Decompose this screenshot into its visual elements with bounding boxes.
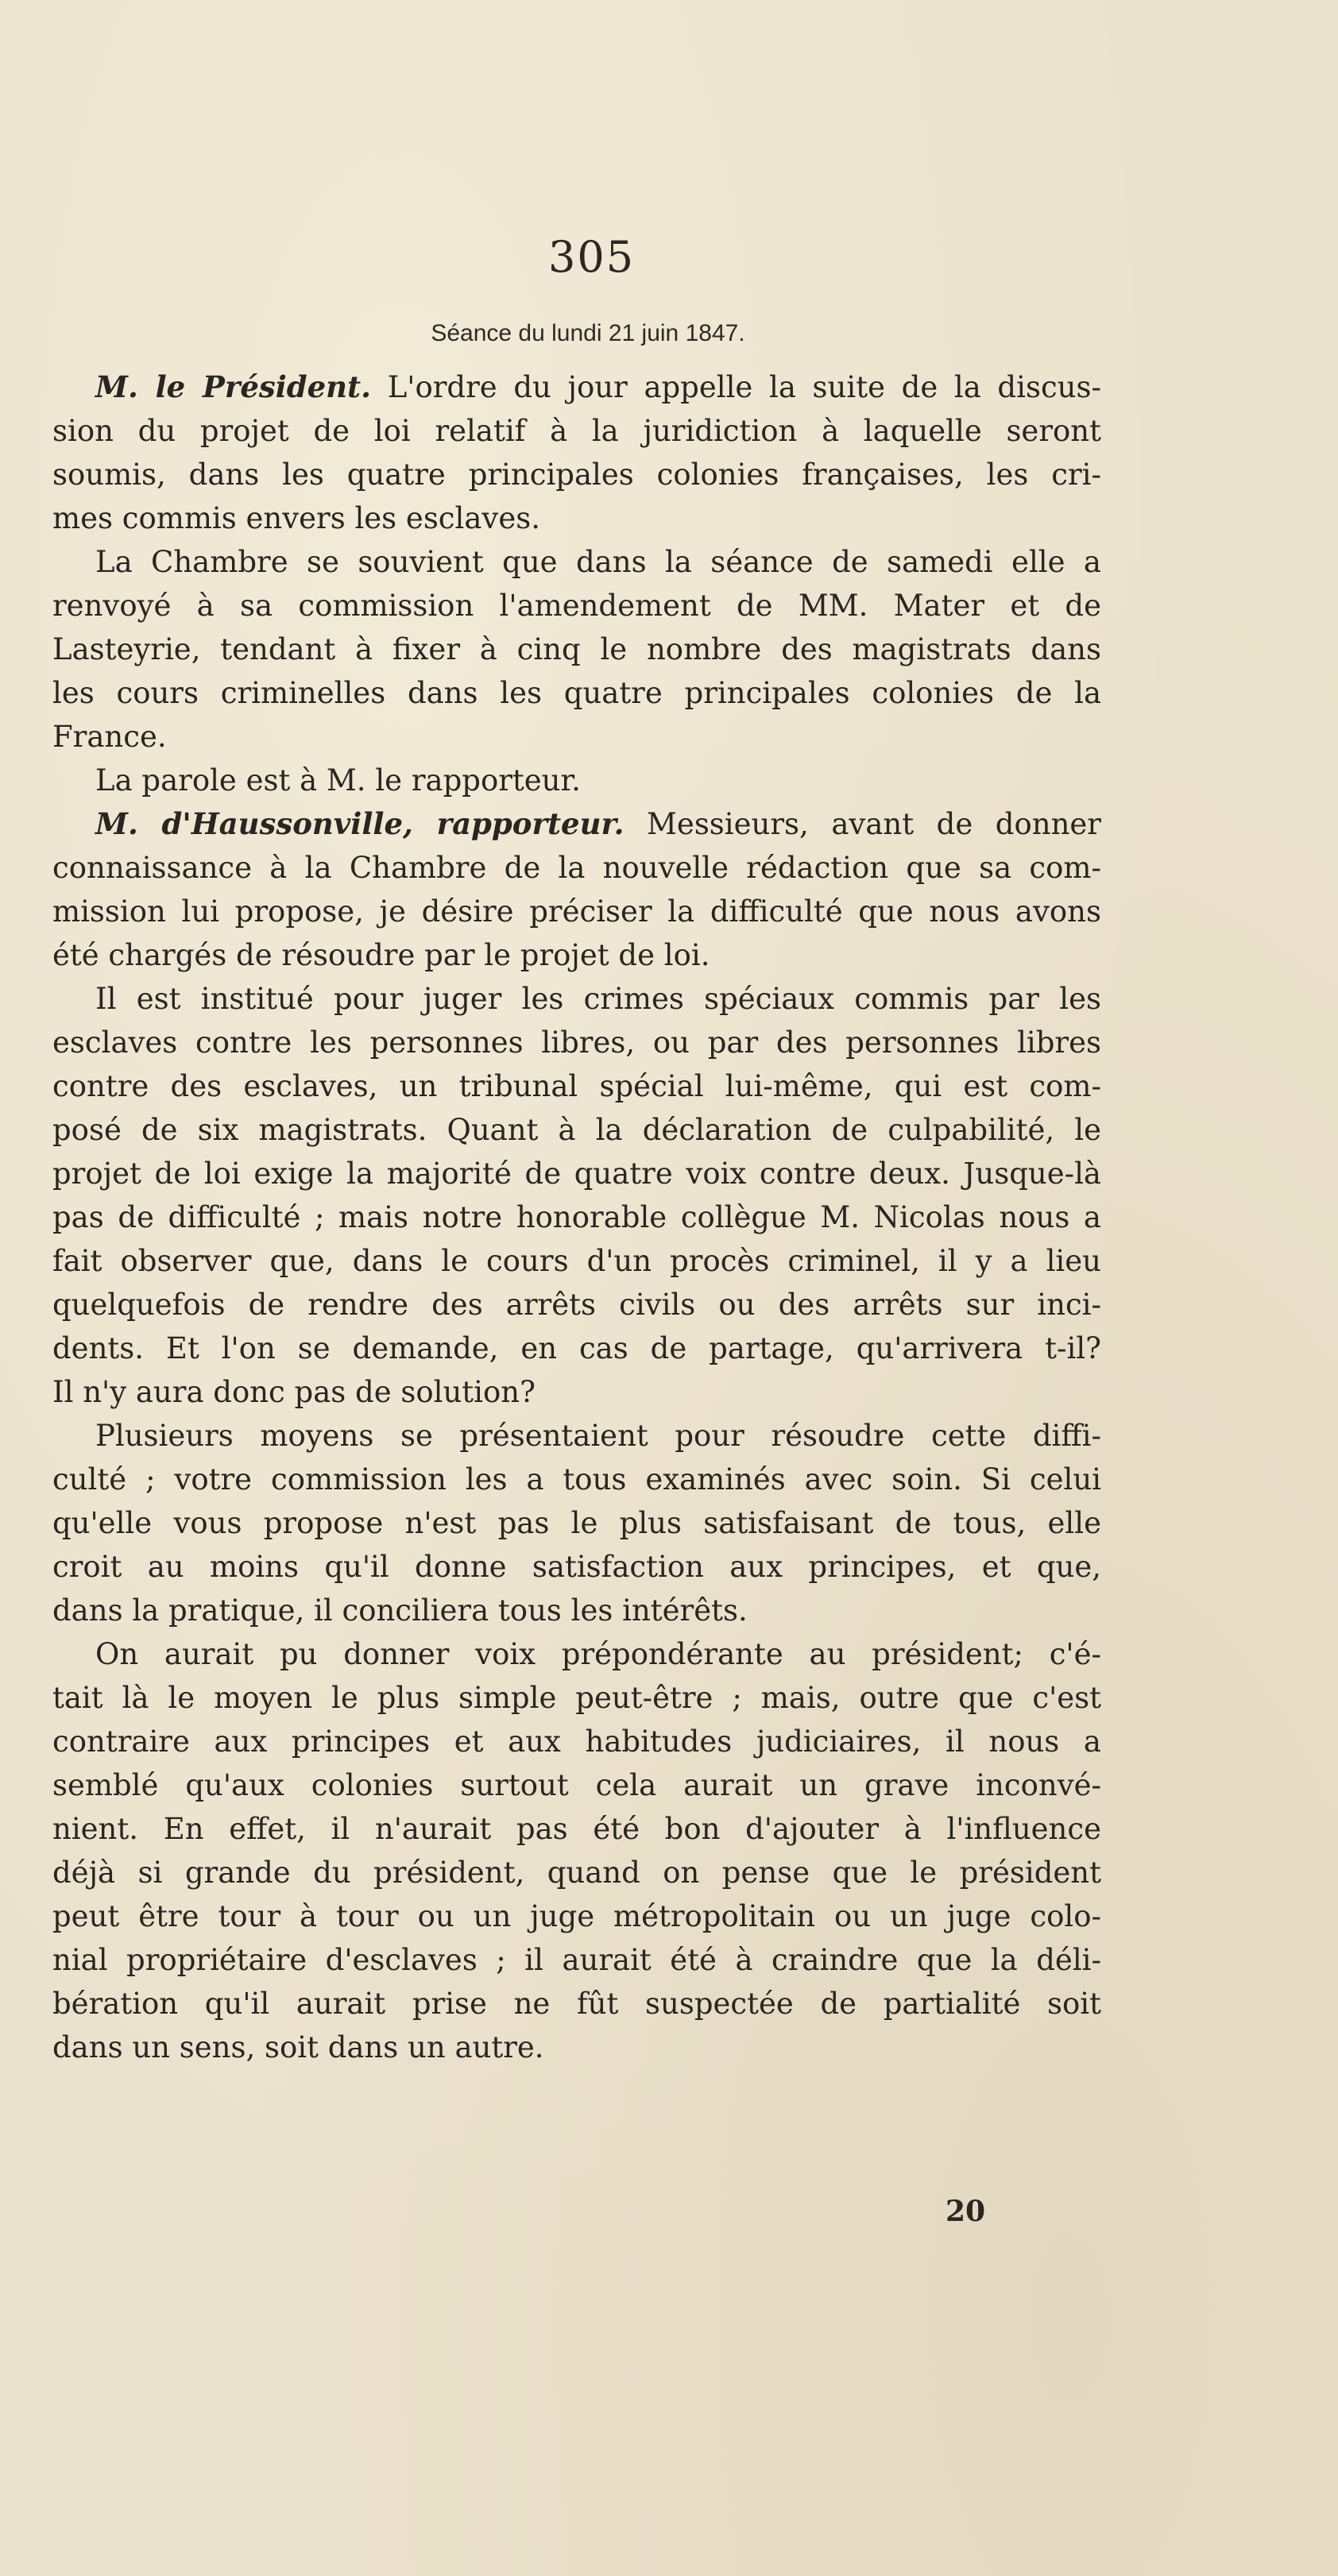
line-text: La Chambre se souvient que dans la séance de samedi elle a bbox=[95, 545, 1101, 579]
speaker-name: M. d'Haussonville, rapporteur. bbox=[95, 806, 625, 841]
line-text: esclaves contre les personnes libres, ou par des personnes libres bbox=[52, 1025, 1101, 1060]
text-line bbox=[52, 1807, 1101, 1851]
text-line bbox=[52, 1414, 1101, 1458]
line-text: culté ; votre commission les a tous examinés avec soin. Si celui bbox=[52, 1462, 1101, 1497]
line-text: contraire aux principes et aux habitudes judiciaires, il nous a bbox=[52, 1724, 1101, 1759]
text-line bbox=[52, 1676, 1101, 1720]
paragraph bbox=[52, 802, 1101, 977]
line-text: La parole est à M. le rapporteur. bbox=[95, 763, 581, 798]
line-text: France. bbox=[52, 720, 167, 754]
line-text: Il n'y aura donc pas de solution? bbox=[52, 1375, 536, 1409]
line-text: bération qu'il aurait prise ne fût suspectée de partialité soit bbox=[52, 1987, 1101, 2021]
paragraph bbox=[52, 977, 1101, 1414]
text-line bbox=[52, 1239, 1101, 1283]
paragraph bbox=[52, 365, 1101, 540]
line-text: soumis, dans les quatre principales colonies françaises, les cri- bbox=[52, 458, 1101, 492]
line-text: mes commis envers les esclaves. bbox=[52, 501, 540, 535]
text-line bbox=[52, 2026, 1101, 2069]
text-line bbox=[52, 1195, 1101, 1239]
line-text: fait observer que, dans le cours d'un procès criminel, il y a lieu bbox=[52, 1244, 1101, 1278]
line-text: été chargés de résoudre par le projet de loi. bbox=[52, 938, 710, 972]
line-text: renvoyé à sa commission l'amendement de MM. Mater et de bbox=[52, 589, 1101, 623]
line-text: Messieurs, avant de donner bbox=[624, 807, 1101, 841]
text-line bbox=[52, 933, 1101, 977]
line-text: les cours criminelles dans les quatre principales colonies de la bbox=[52, 676, 1101, 710]
paragraph bbox=[52, 540, 1101, 759]
line-text: Lasteyrie, tendant à fixer à cinq le nombre des magistrats dans bbox=[52, 632, 1101, 666]
paragraph bbox=[52, 759, 1101, 802]
line-text: qu'elle vous propose n'est pas le plus satisfaisant de tous, elle bbox=[52, 1506, 1101, 1540]
text-line bbox=[52, 977, 1101, 1021]
text-line bbox=[52, 1720, 1101, 1763]
line-text: tait là le moyen le plus simple peut-être ; mais, outre que c'est bbox=[52, 1681, 1101, 1715]
text-line bbox=[52, 802, 1101, 846]
text-line bbox=[52, 1763, 1101, 1807]
text-line bbox=[52, 1370, 1101, 1414]
signature-mark: 20 bbox=[945, 2195, 986, 2228]
text-line bbox=[52, 846, 1101, 890]
text-line bbox=[52, 1458, 1101, 1501]
line-text: nial propriétaire d'esclaves ; il aurait été à craindre que la déli- bbox=[52, 1943, 1101, 1977]
text-line bbox=[52, 1064, 1101, 1108]
text-line bbox=[52, 1327, 1101, 1370]
line-text: sion du projet de loi relatif à la juridiction à laquelle seront bbox=[52, 414, 1101, 448]
page-number: 305 bbox=[548, 232, 636, 282]
text-line bbox=[52, 628, 1101, 671]
line-text: dans un sens, soit dans un autre. bbox=[52, 2030, 544, 2064]
text-line bbox=[52, 1283, 1101, 1327]
text-line bbox=[52, 584, 1101, 628]
line-text: nient. En effet, il n'aurait pas été bon d'ajouter à l'influence bbox=[52, 1812, 1101, 1846]
text-line bbox=[52, 1545, 1101, 1589]
line-text: connaissance à la Chambre de la nouvelle rédaction que sa com- bbox=[52, 851, 1101, 885]
line-text: contre des esclaves, un tribunal spécial lui-même, qui est com- bbox=[52, 1069, 1101, 1103]
text-line bbox=[52, 365, 1101, 409]
text-line bbox=[52, 1938, 1101, 1982]
text-line bbox=[52, 540, 1101, 584]
line-text: croit au moins qu'il donne satisfaction aux principes, et que, bbox=[52, 1550, 1101, 1584]
line-text: posé de six magistrats. Quant à la déclaration de culpabilité, le bbox=[52, 1113, 1101, 1147]
text-line bbox=[52, 671, 1101, 715]
text-line bbox=[52, 1894, 1101, 1938]
text-line bbox=[52, 715, 1101, 759]
text-line bbox=[52, 409, 1101, 453]
text-line bbox=[52, 1152, 1101, 1195]
body-text bbox=[52, 365, 1101, 2069]
line-text: pas de difficulté ; mais notre honorable collègue M. Nicolas nous a bbox=[52, 1200, 1101, 1234]
running-head: Séance du lundi 21 juin 1847. bbox=[431, 320, 745, 346]
line-text: semblé qu'aux colonies surtout cela aurait un grave inconvé- bbox=[52, 1768, 1101, 1802]
line-text: mission lui propose, je désire préciser la difficulté que nous avons bbox=[52, 894, 1101, 929]
line-text: Plusieurs moyens se présentaient pour résoudre cette diffi- bbox=[95, 1419, 1101, 1453]
text-line bbox=[52, 496, 1101, 540]
text-line bbox=[52, 1632, 1101, 1676]
text-line bbox=[52, 1982, 1101, 2026]
line-text: dents. Et l'on se demande, en cas de partage, qu'arrivera t-il? bbox=[52, 1331, 1101, 1365]
text-line bbox=[52, 1589, 1101, 1632]
text-line bbox=[52, 1108, 1101, 1152]
line-text: déjà si grande du président, quand on pense que le président bbox=[52, 1856, 1101, 1890]
line-text: L'ordre du jour appelle la suite de la discus- bbox=[371, 370, 1101, 404]
line-text: On aurait pu donner voix prépondérante au président; c'é- bbox=[95, 1637, 1101, 1671]
line-text: peut être tour à tour ou un juge métropolitain ou un juge colo- bbox=[52, 1899, 1101, 1933]
line-text: Il est institué pour juger les crimes spéciaux commis par les bbox=[95, 982, 1101, 1016]
text-line bbox=[52, 453, 1101, 496]
paragraph bbox=[52, 1632, 1101, 2069]
line-text: projet de loi exige la majorité de quatre voix contre deux. Jusque-là bbox=[52, 1157, 1101, 1191]
text-line bbox=[52, 1851, 1101, 1894]
text-line bbox=[52, 1021, 1101, 1064]
line-text: dans la pratique, il conciliera tous les intérêts. bbox=[52, 1593, 748, 1628]
speaker-name: M. le Président. bbox=[95, 369, 372, 404]
line-text: quelquefois de rendre des arrêts civils ou des arrêts sur inci- bbox=[52, 1288, 1101, 1322]
text-line bbox=[52, 1501, 1101, 1545]
paragraph bbox=[52, 1414, 1101, 1632]
text-line bbox=[52, 759, 1101, 802]
text-line bbox=[52, 890, 1101, 933]
